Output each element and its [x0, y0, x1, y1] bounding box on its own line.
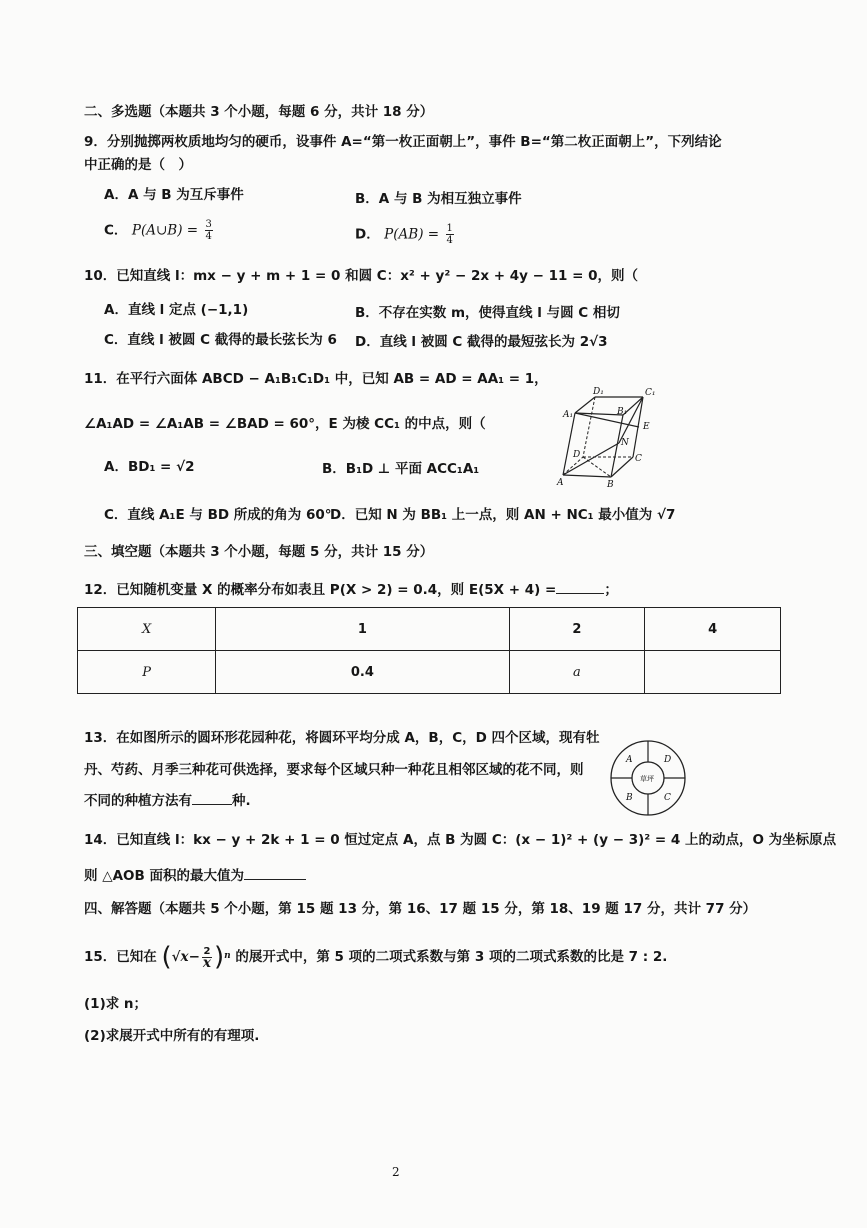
region-a-label: A	[626, 755, 633, 765]
q10-option-a: A．直线 l 定点 (−1,1)	[104, 302, 249, 318]
q12-stem-text: 12．已知随机变量 X 的概率分布如表且 P(X > 2) = 0.4，则 E(5X + 4) =	[84, 582, 557, 598]
minus-sign: −	[188, 949, 200, 965]
q11-option-c: C．直线 A₁E 与 BD 所成的角为 60°	[104, 507, 332, 523]
hidden-edge-d-d1	[583, 397, 595, 457]
section-fill-heading: 三、填空题（本题共 3 个小题，每题 5 分，共计 15 分）	[84, 544, 434, 560]
q13-stem-line3	[84, 791, 251, 811]
table-cell: 2	[509, 608, 645, 651]
label-a1: A₁	[563, 410, 574, 420]
q9-option-c-expr: P(A∪B) =	[131, 222, 199, 239]
segment-a1-e	[575, 413, 639, 427]
edge-a1-d1	[575, 397, 595, 413]
table-cell: a	[509, 651, 645, 694]
lawn-label: 草坪	[640, 775, 654, 783]
table-row	[78, 608, 781, 651]
q14-stem-line2	[84, 866, 306, 886]
table-cell: 0.4	[216, 651, 509, 694]
q10-stem: 10．已知直线 l：mx − y + m + 1 = 0 和圆 C：x² + y² − 2x + 4y − 11 = 0，则（	[84, 268, 639, 284]
q15-fraction	[202, 946, 212, 969]
q15-part1: (1)求 n；	[84, 996, 148, 1012]
sqrt-x: √x	[171, 949, 189, 965]
fraction-denominator: x	[202, 954, 211, 971]
q9-option-d	[355, 223, 456, 246]
q12-stem-end: ；	[604, 582, 618, 598]
q12-answer-blank[interactable]	[556, 593, 604, 594]
table-cell: 1	[216, 608, 509, 651]
q13-answer-blank[interactable]	[192, 804, 232, 805]
table-cell	[645, 651, 781, 694]
q12-distribution-table	[77, 607, 781, 694]
fraction-numerator: 1	[446, 223, 453, 234]
label-c: C	[635, 454, 642, 464]
q11-option-a: A．BD₁ = √2	[104, 459, 195, 475]
q9-option-c	[104, 219, 215, 242]
label-b: B	[607, 480, 614, 490]
q13-stem-line1: 13．在如图所示的圆环形花园种花，将圆环平均分成 A，B，C，D 四个区域，现有牡	[84, 730, 600, 746]
q14-line2-text: 则 △AOB 面积的最大值为	[84, 868, 244, 884]
q9-option-d-label: D．	[355, 226, 380, 243]
q15-stem	[84, 944, 667, 970]
label-d1: D₁	[593, 387, 604, 397]
q9-option-c-label: C．	[104, 222, 128, 239]
label-n: N	[621, 438, 629, 448]
q9-option-c-fraction	[205, 219, 213, 242]
label-e: E	[643, 422, 650, 432]
q9-option-d-expr: P(AB) =	[384, 226, 440, 243]
q9-stem-line2: 中正确的是（ ）	[84, 157, 192, 173]
q9-option-d-fraction	[446, 223, 454, 246]
label-b1: B₁	[617, 407, 628, 417]
ring-garden-figure	[608, 738, 688, 818]
edge-a-a1	[563, 413, 575, 475]
section-answer-heading: 四、解答题（本题共 5 个小题，第 15 题 13 分，第 16、17 题 15 分，第 18、19 题 17 分，共计 77 分）	[84, 901, 757, 917]
q9-option-a: A．A 与 B 为互斥事件	[104, 187, 244, 203]
q13-line3-text: 不同的种植方法有	[84, 793, 192, 809]
q14-stem-line1: 14．已知直线 l：kx − y + 2k + 1 = 0 恒过定点 A，点 B 为圆 C：(x − 1)² + (y − 3)² = 4 上的动点，O 为坐标原点	[84, 832, 837, 848]
exponent-n: n	[224, 951, 231, 961]
q12-stem	[84, 580, 618, 600]
q11-option-d: D．已知 N 为 BB₁ 上一点，则 AN + NC₁ 最小值为 √7	[330, 507, 676, 523]
label-d: D	[573, 450, 581, 460]
table-cell: 4	[645, 608, 781, 651]
table-cell: X	[78, 608, 216, 651]
q15-stem-text-end: 的展开式中，第 5 项的二项式系数与第 3 项的二项式系数的比是 7 : 2.	[235, 949, 668, 965]
region-d-label: D	[664, 755, 672, 765]
q13-line3-end: 种.	[232, 793, 251, 809]
label-a: A	[557, 478, 564, 488]
q9-stem-line1: 9．分别抛掷两枚质地均匀的硬币，设事件 A=“第一枚正面朝上”，事件 B=“第二枚正面朝上”，下列结论	[84, 134, 722, 150]
table-cell: P	[78, 651, 216, 694]
region-c-label: C	[664, 793, 671, 803]
q15-part2: (2)求展开式中所有的有理项.	[84, 1028, 260, 1044]
paren-open: (	[161, 942, 172, 972]
q11-stem-line1: 11．在平行六面体 ABCD − A₁B₁C₁D₁ 中，已知 AB = AD = AA₁ = 1，	[84, 371, 548, 387]
q11-option-b: B．B₁D ⊥ 平面 ACC₁A₁	[322, 461, 480, 477]
page-number: 2	[392, 1165, 400, 1179]
region-b-label: B	[626, 793, 633, 803]
q10-option-d: D．直线 l 被圆 C 截得的最短弦长为 2√3	[355, 334, 608, 350]
segment-a-n	[563, 443, 619, 475]
q15-stem-text: 15．已知在	[84, 949, 157, 965]
fraction-numerator: 3	[205, 219, 212, 230]
label-c1: C₁	[645, 388, 656, 398]
q10-option-b: B．不存在实数 m，使得直线 l 与圆 C 相切	[355, 305, 620, 321]
q9-option-b: B．A 与 B 为相互独立事件	[355, 191, 522, 207]
edge-a-b	[563, 475, 611, 477]
hidden-segment-d-b	[583, 457, 611, 477]
fraction-denominator: 4	[446, 235, 453, 246]
q10-option-c: C．直线 l 被圆 C 截得的最长弦长为 6	[104, 332, 337, 348]
fraction-numerator: 2	[203, 945, 211, 957]
section-multi-choice-heading: 二、多选题（本题共 3 个小题，每题 6 分，共计 18 分）	[84, 104, 434, 120]
fraction-denominator: 4	[205, 231, 212, 242]
q14-answer-blank[interactable]	[244, 879, 306, 880]
table-row	[78, 651, 781, 694]
q11-stem-line2: ∠A₁AD = ∠A₁AB = ∠BAD = 60°，E 为棱 CC₁ 的中点，则（	[84, 416, 486, 432]
q13-stem-line2: 丹、芍药、月季三种花可供选择，要求每个区域只种一种花且相邻区域的花不同，则	[84, 762, 584, 778]
parallelepiped-figure	[555, 385, 665, 490]
paren-close: )	[213, 942, 225, 972]
